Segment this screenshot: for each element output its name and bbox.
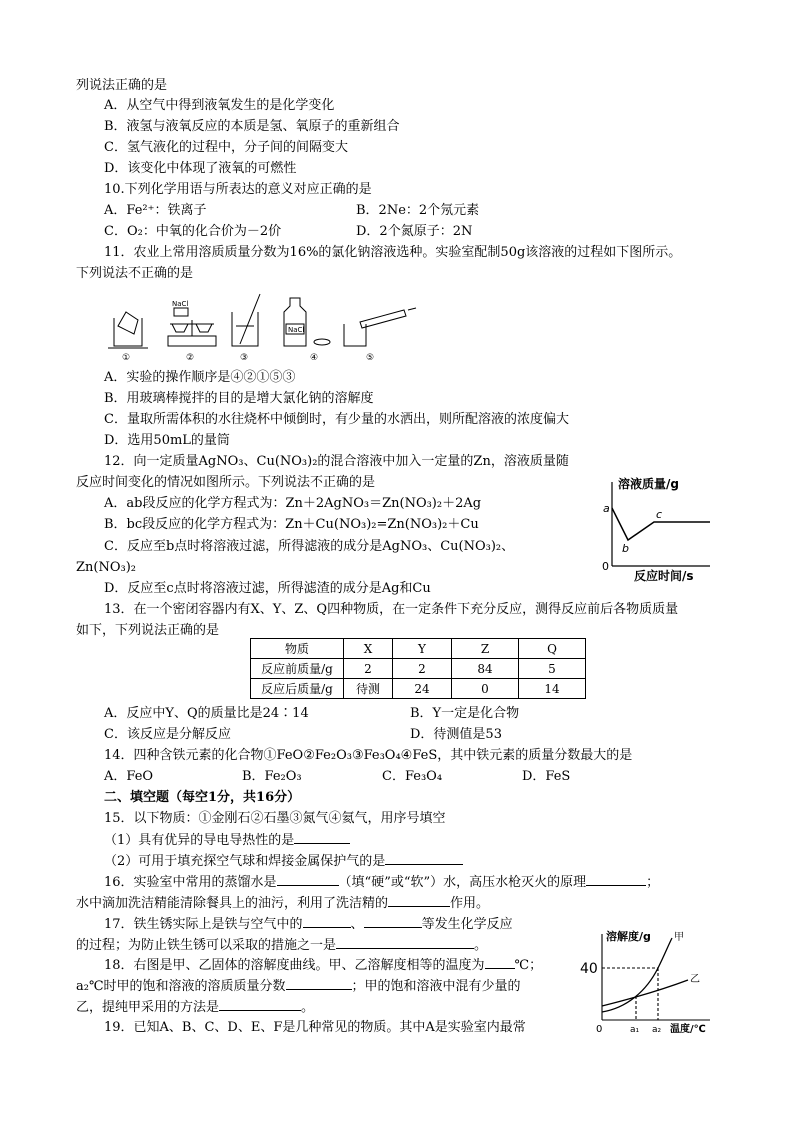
answer-blank[interactable] xyxy=(485,956,515,969)
q18-xlabel: 温度/℃ xyxy=(670,1024,706,1035)
table-cell: 5 xyxy=(519,659,586,679)
answer-blank[interactable] xyxy=(294,831,350,844)
answer-blank[interactable] xyxy=(385,852,463,865)
q18-a2: a₂ xyxy=(652,1025,662,1035)
q17-text-e: 。 xyxy=(474,938,488,953)
answer-blank[interactable] xyxy=(388,894,450,907)
q11-fig-label-2: ② xyxy=(186,353,195,362)
q14-option-b: B．Fe₂O₃ xyxy=(242,769,302,784)
q18-label-jia: 甲 xyxy=(674,932,684,943)
q11-nacl-label-1: NaCl xyxy=(172,300,189,308)
q18-text-e: 乙，提纯甲采用的方法是 xyxy=(76,1000,220,1015)
q18-curve-jia xyxy=(602,938,672,1012)
q17-line1 xyxy=(104,915,513,934)
q12-stem-line2: 反应时间变化的情况如图所示。下列说法不正确的是 xyxy=(76,475,376,490)
q11-option-c: C．量取所需体积的水往烧杯中倾倒时，有少量的水洒出，则所配溶液的浓度偏大 xyxy=(104,412,569,427)
q15-part1 xyxy=(104,831,350,850)
table-cell: 14 xyxy=(519,679,586,699)
q11-stem-line1: 11．农业上常用溶质质量分数为16%的氯化钠溶液选种。实验室配制50g该溶液的过程如下图所示。 xyxy=(104,245,682,260)
q19-line1: 19．已知A、B、C、D、E、F是几种常见的物质。其中A是实验室内最常 xyxy=(104,1020,526,1035)
q15-stem: 15．以下物质：①金刚石②石墨③氮气④氦气，用序号填空 xyxy=(104,811,446,826)
table-cell: 24 xyxy=(393,679,452,699)
q9-stem: 列说法正确的是 xyxy=(76,78,168,93)
table-header-cell: X xyxy=(344,639,393,659)
q12-option-b: B．bc段反应的化学方程式为：Zn＋Cu(NO₃)₂=Zn(NO₃)₂＋Cu xyxy=(104,517,479,532)
q12-ylabel: 溶液质量/g xyxy=(618,477,679,491)
q9-option-d: D．该变化中体现了液氧的可燃性 xyxy=(104,161,297,176)
table-row xyxy=(251,659,586,679)
q12-xlabel: 反应时间/s xyxy=(634,569,694,583)
q17-text-d: 的过程；为防止铁生锈可以采取的措施之一是 xyxy=(76,938,337,953)
q12-option-d: D．反应至c点时将溶液过滤，所得滤渣的成分是Ag和Cu xyxy=(104,581,431,596)
section-heading: 二、填空题（每空1分，共16分） xyxy=(104,790,301,805)
q14-option-d: D．FeS xyxy=(522,769,571,784)
q12-origin: 0 xyxy=(602,560,609,573)
q10-option-d: D．2个氮原子：2N xyxy=(356,224,473,239)
q11-option-a: A．实验的操作顺序是④②①⑤③ xyxy=(104,370,296,385)
q13-option-b: B．Y一定是化合物 xyxy=(410,706,520,721)
q18-text-a: 18．右图是甲、乙固体的溶解度曲线。甲、乙溶解度相等的温度为 xyxy=(104,958,485,973)
q14-stem: 14．四种含铁元素的化合物①FeO②Fe₂O₃③Fe₃O₄④FeS，其中铁元素的质量分数最大的是 xyxy=(104,748,633,763)
q12-option-c-line2: Zn(NO₃)₂ xyxy=(76,560,137,575)
answer-blank[interactable] xyxy=(277,873,339,886)
q12-point-b: b xyxy=(622,542,629,555)
q17-text-a: 17．铁生锈实际上是铁与空气中的 xyxy=(104,917,303,932)
table-cell: 反应后质量/g xyxy=(251,679,344,699)
q18-text-c: a₂℃时甲的饱和溶液的溶质质量分数 xyxy=(76,979,286,994)
q11-fig-label-3: ③ xyxy=(240,353,249,362)
q16-line1 xyxy=(104,873,659,892)
q15-part2-text: （2）可用于填充探空气球和焊接金属保护气的是 xyxy=(104,854,386,869)
q16-line2 xyxy=(76,894,489,913)
q12-stem-line1: 12．向一定质量AgNO₃、Cu(NO₃)₂的混合溶液中加入一定量的Zn，溶液质量随 xyxy=(104,454,569,469)
q13-option-c: C．该反应是分解反应 xyxy=(104,727,231,742)
q15-part1-text: （1）具有优异的导电导热性的是 xyxy=(104,833,295,848)
q11-option-b: B．用玻璃棒搅拌的目的是增大氯化钠的溶解度 xyxy=(104,391,374,406)
q13-option-a: A．反应中Y、Q的质量比是24∶14 xyxy=(104,706,309,721)
q11-option-d: D．选用50mL的量筒 xyxy=(104,433,230,448)
q14-option-c: C．Fe₃O₄ xyxy=(382,769,443,784)
q11-experiment-figure xyxy=(104,290,424,362)
q14-option-a: A．FeO xyxy=(104,769,154,784)
q11-fig-label-4: ④ xyxy=(310,353,319,362)
table-cell: 2 xyxy=(344,659,393,679)
q16-text-d: 水中滴加洗洁精能清除餐具上的油污，利用了洗洁精的 xyxy=(76,896,389,911)
table-cell: 待测 xyxy=(344,679,393,699)
q13-mass-table xyxy=(250,638,586,699)
q18-text-d: ；甲的饱和溶液中混有少量的 xyxy=(351,979,521,994)
q10-stem: 10.下列化学用语与所表达的意义对应正确的是 xyxy=(104,182,372,197)
answer-blank[interactable] xyxy=(303,915,351,928)
q18-line3 xyxy=(76,998,314,1017)
q18-text-b: ℃； xyxy=(514,958,543,973)
q9-option-c: C．氢气液化的过程中，分子间的间隔变大 xyxy=(104,140,348,155)
q15-part2 xyxy=(104,852,463,871)
q13-stem-line2: 如下，下列说法正确的是 xyxy=(76,623,220,638)
q18-label-yi: 乙 xyxy=(690,974,700,985)
answer-blank[interactable] xyxy=(219,998,301,1011)
q17-line2 xyxy=(76,936,487,955)
answer-blank[interactable] xyxy=(586,873,646,886)
q12-option-c-line1: C．反应至b点时将溶液过滤，所得滤液的成分是AgNO₃、Cu(NO₃)₂、 xyxy=(104,539,515,554)
q17-text-c: 等发生化学反应 xyxy=(421,917,513,932)
q18-y40: 40 xyxy=(580,961,598,977)
q18-text-f: 。 xyxy=(301,1000,315,1015)
table-cell: 2 xyxy=(393,659,452,679)
q17-text-b: 、 xyxy=(350,917,364,932)
table-header-cell: Y xyxy=(393,639,452,659)
q11-fig-label-5: ⑤ xyxy=(366,353,375,362)
table-cell: 0 xyxy=(452,679,519,699)
q16-text-a: 16．实验室中常用的蒸馏水是 xyxy=(104,875,277,890)
q13-stem-line1: 13．在一个密闭容器内有X、Y、Z、Q四种物质，在一定条件下充分反应，测得反应前后各物质质量 xyxy=(104,602,679,617)
table-header-row xyxy=(251,639,586,659)
q11-stem-line2: 下列说法不正确的是 xyxy=(76,266,194,281)
q18-line1 xyxy=(104,956,542,975)
q16-text-b: （填“硬”或“软”）水，高压水枪灭火的原理 xyxy=(338,875,587,890)
q9-option-a: A．从空气中得到液氧发生的是化学变化 xyxy=(104,98,335,113)
answer-blank[interactable] xyxy=(286,977,352,990)
q11-fig-label-1: ① xyxy=(122,353,131,362)
table-header-cell: Q xyxy=(519,639,586,659)
q12-option-a: A．ab段反应的化学方程式为：Zn＋2AgNO₃＝Zn(NO₃)₂＋2Ag xyxy=(104,496,482,511)
q9-option-b: B．液氢与液氧反应的本质是氢、氧原子的重新组合 xyxy=(104,119,400,134)
q18-origin: 0 xyxy=(596,1024,603,1035)
table-cell: 84 xyxy=(452,659,519,679)
q10-option-b: B．2Ne：2个氖元素 xyxy=(356,203,480,218)
q12-mass-time-graph xyxy=(598,474,718,584)
q18-curve-yi xyxy=(602,980,688,1006)
answer-blank[interactable] xyxy=(364,915,422,928)
table-row xyxy=(251,679,586,699)
q18-line2 xyxy=(76,977,521,996)
q13-option-d: D．待测值是53 xyxy=(410,727,502,742)
table-header-cell: 物质 xyxy=(251,639,344,659)
q10-option-a: A．Fe²⁺：铁离子 xyxy=(104,203,207,218)
q12-point-c: c xyxy=(656,508,663,521)
q18-ylabel: 溶解度/g xyxy=(606,930,651,943)
q18-solubility-graph xyxy=(576,926,716,1036)
q16-text-e: 作用。 xyxy=(450,896,490,911)
answer-blank[interactable] xyxy=(336,936,474,949)
table-header-cell: Z xyxy=(452,639,519,659)
table-cell: 反应前质量/g xyxy=(251,659,344,679)
q16-text-c: ； xyxy=(646,875,660,890)
q11-nacl-label-2: NaCl xyxy=(288,326,305,334)
q18-a1: a₁ xyxy=(630,1025,640,1035)
q12-point-a: a xyxy=(603,502,610,515)
q10-option-c: C．O₂：中氧的化合价为－2价 xyxy=(104,224,282,239)
